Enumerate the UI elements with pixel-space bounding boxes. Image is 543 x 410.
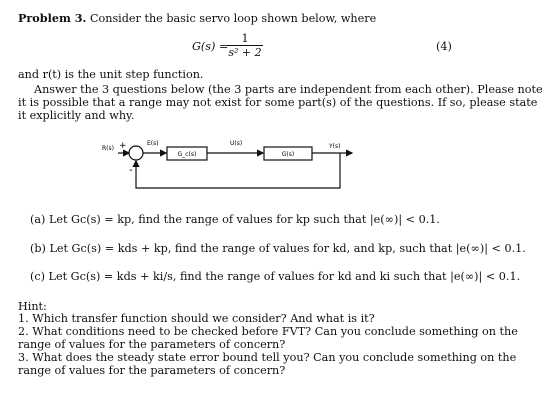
hint-title: Hint: bbox=[18, 300, 47, 313]
gc-block-label: G_c(s) bbox=[177, 151, 197, 158]
problem-intro-text: Consider the basic servo loop shown below, where bbox=[89, 12, 377, 25]
u-label: U(s) bbox=[230, 140, 243, 147]
question-c: (c) Let Gc(s) = kds + ki/s, find the range of values for kd and ki such that |e(∞)| < 0.1. bbox=[30, 270, 521, 283]
paragraph-line-3: it explicitly and why. bbox=[18, 109, 135, 122]
summing-junction bbox=[129, 146, 143, 160]
question-b: (b) Let Gc(s) = kds + kp, find the range of values for kd, and kp, such that |e(∞)| < 0.1. bbox=[30, 242, 526, 255]
problem-label: Problem 3. bbox=[18, 11, 87, 25]
hint-line-1: 1. Which transfer function should we consider? And what is it? bbox=[18, 312, 375, 325]
problem-intro bbox=[18, 12, 376, 25]
step-function-text: and r(t) is the unit step function. bbox=[18, 68, 204, 81]
equation-fraction bbox=[227, 33, 263, 59]
servo-loop-diagram bbox=[0, 130, 474, 200]
paragraph-line-2: it is possible that a range may not exist for some part(s) of the questions. If so, please state bbox=[18, 96, 538, 109]
hint-line-4: 3. What does the steady state error bound tell you? Can you conclude something on the bbox=[18, 351, 517, 364]
hint-line-5: range of values for the parameters of concern? bbox=[18, 364, 286, 377]
equation-number: (4) bbox=[436, 40, 452, 53]
minus-sign: - bbox=[129, 165, 133, 176]
hint-line-2: 2. What conditions need to be checked before FVT? Can you conclude something on the bbox=[18, 325, 518, 338]
g-block-label: G(s) bbox=[281, 151, 295, 158]
plus-sign: + bbox=[119, 141, 127, 151]
r-label: R(s) bbox=[102, 145, 114, 152]
equation-lhs: G(s) = bbox=[192, 40, 229, 53]
question-a: (a) Let Gc(s) = kp, find the range of values for kp such that |e(∞)| < 0.1. bbox=[30, 213, 440, 226]
hint-line-3: range of values for the parameters of concern? bbox=[18, 338, 286, 351]
e-label: E(s) bbox=[147, 140, 159, 147]
y-label: Y(s) bbox=[329, 143, 341, 150]
equation-denominator: s² + 2 bbox=[228, 46, 262, 59]
paragraph-line-1: Answer the 3 questions below (the 3 parts are independent from each other). Please note bbox=[34, 83, 543, 96]
equation-numerator: 1 bbox=[241, 32, 249, 45]
